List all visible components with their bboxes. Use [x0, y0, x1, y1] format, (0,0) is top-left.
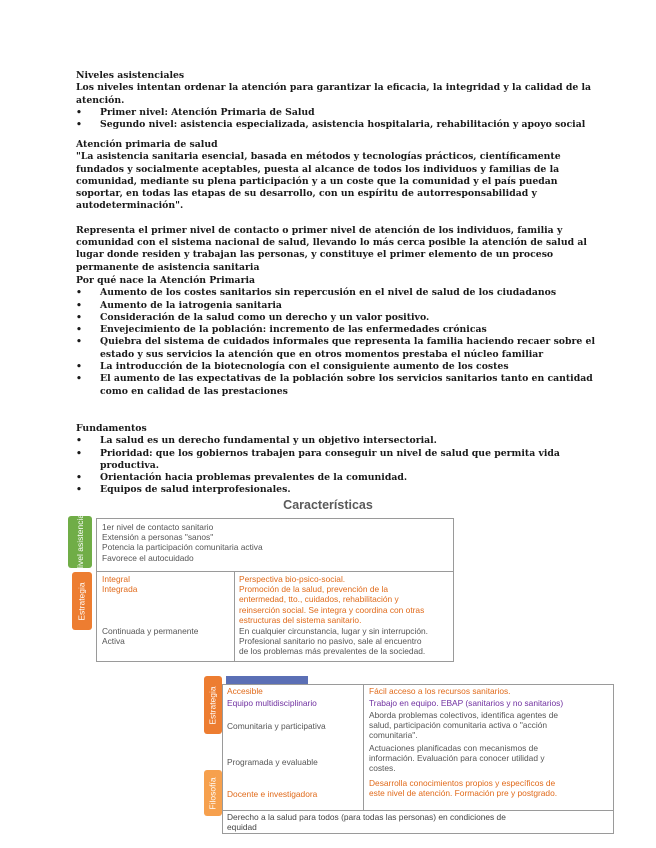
porque-list [76, 287, 596, 398]
list-item: • Prioridad: que los gobiernos trabajen para conseguir un nivel de salud que permita vida productiva. [76, 448, 596, 473]
list-item: • La introducción de la biotecnología con el consiguiente aumento de los costes [76, 361, 596, 373]
list-item: • Primer nivel: Atención Primaria de Salud [76, 107, 596, 119]
row-left: Equipo multidisciplinario [227, 698, 317, 708]
list-item: • Quiebra del sistema de cuidados informales que representa la familia haciendo recaer sobre el estado y sus servicios la atención que en otros momentos prestaba el núcleo familiar [76, 336, 596, 361]
section-porque [76, 275, 596, 398]
tab-estrategia: Estrategia [72, 572, 92, 630]
list-item: • El aumento de las expectativas de la población sobre los servicios sanitarios tanto en cantidad como en calidad de las prestaciones [76, 373, 596, 398]
fundamentos-list [76, 435, 596, 496]
row-right: Trabajo en equipo. EBAP (sanitarios y no sanitarios) [369, 698, 564, 708]
tab-filosofia: Filosofía [204, 770, 222, 816]
row-right: Aborda problemas colectivos, identifica agentes de salud, participación comunitaria activa o "acción comunitaria". [369, 710, 559, 741]
row-right: Actuaciones planificadas con mecanismos de información. Evaluación para conocer utilidad y costes. [369, 743, 545, 774]
niveles-list [76, 107, 596, 132]
estrategia-table [222, 684, 614, 834]
section-aps [76, 139, 596, 274]
row-left: Docente e investigadora [227, 789, 318, 799]
niveles-intro: Los niveles intentan ordenar la atención para garantizar la eficacia, la integridad y la calidad de la atención. [76, 82, 592, 106]
aps-representa: Representa el primer nivel de contacto o primer nivel de atención de los individuos, familia y comunidad con el sistema nacional de salud, llevando lo más cerca posible la atención de salud al lugar donde residen y trabajan las personas, y constituye el primer elemento de un proceso permanente de asistencia sanitaria [76, 224, 587, 273]
caracteristicas-table [96, 518, 454, 662]
list-item: • Orientación hacia problemas prevalentes de la comunidad. [76, 472, 596, 484]
circunstancia-cell: En cualquier circunstancia, lugar y sin interrupción. Profesional sanitario no pasivo, sale al encuentro de los problemas más prevalentes de la sociedad. [239, 626, 428, 657]
nivel-cell: 1er nivel de contacto sanitario Extensión a personas "sanos" Potencia la participación comunitaria activa Favorece el autocuidado [102, 522, 263, 563]
perspectiva-cell: Perspectiva bio-psico-social. Promoción de la salud, prevención de la entermedad, tto., cuidados, rehabilitación y reinserción social. Se integra y coordina con otras estructuras del sistema sanitario. [239, 574, 425, 625]
row-left: Accesible [227, 686, 263, 696]
list-item: • Aumento de la iatrogenia sanitaria [76, 300, 596, 312]
continuada-cell: Continuada y permanente Activa [102, 626, 199, 647]
footer-row: Derecho a la salud para todos (para todas las personas) en condiciones de equidad [227, 812, 506, 833]
caracteristicas-title: Características [283, 498, 373, 512]
row-right: Desarrolla conocimientos propios y específicos de este nivel de atención. Formación pre y postgrado. [369, 778, 558, 799]
section-niveles [76, 70, 596, 131]
porque-heading: Por qué nace la Atención Primaria [76, 275, 256, 286]
row-left: Programada y evaluable [227, 757, 318, 767]
list-item: • La salud es un derecho fundamental y un objetivo intersectorial. [76, 435, 596, 447]
row-right: Fácil acceso a los recursos sanitarios. [369, 686, 511, 696]
aps-heading: Atención primaria de salud [76, 139, 218, 150]
list-item: • Aumento de los costes sanitarios sin repercusión en el nivel de salud de los ciudadanos [76, 287, 596, 299]
tab-estrategia-2: Estrategia [204, 676, 222, 734]
fundamentos-heading: Fundamentos [76, 423, 147, 434]
niveles-heading: Niveles asistenciales [76, 70, 185, 81]
list-item: • Envejecimiento de la población: incremento de las enfermedades crónicas [76, 324, 596, 336]
list-item: • Segundo nivel: asistencia especializada, asistencia hospitalaria, rehabilitación y apoyo social [76, 119, 596, 131]
list-item: • Equipos de salud interprofesionales. [76, 484, 596, 496]
tab-nivel-asistencial: Nivel asistencial [68, 516, 92, 568]
row-left: Comunitaria y participativa [227, 721, 326, 731]
aps-quote: "La asistencia sanitaria esencial, basada en métodos y tecnologías prácticos, científicamente fundados y socialmente aceptables, puesta al alcance de todos los individuos y familias de la comunidad, mediante su plena participación y a un coste que la comunidad y el país puedan soportar, en todas las etapas de su desarrollo, con un espíritu de autorresponsabilidad y autodeterminación". [76, 151, 561, 212]
list-item: • Consideración de la salud como un derecho y un valor positivo. [76, 312, 596, 324]
section-fundamentos [76, 423, 596, 497]
integral-cell: Integral Integrada [102, 574, 138, 595]
